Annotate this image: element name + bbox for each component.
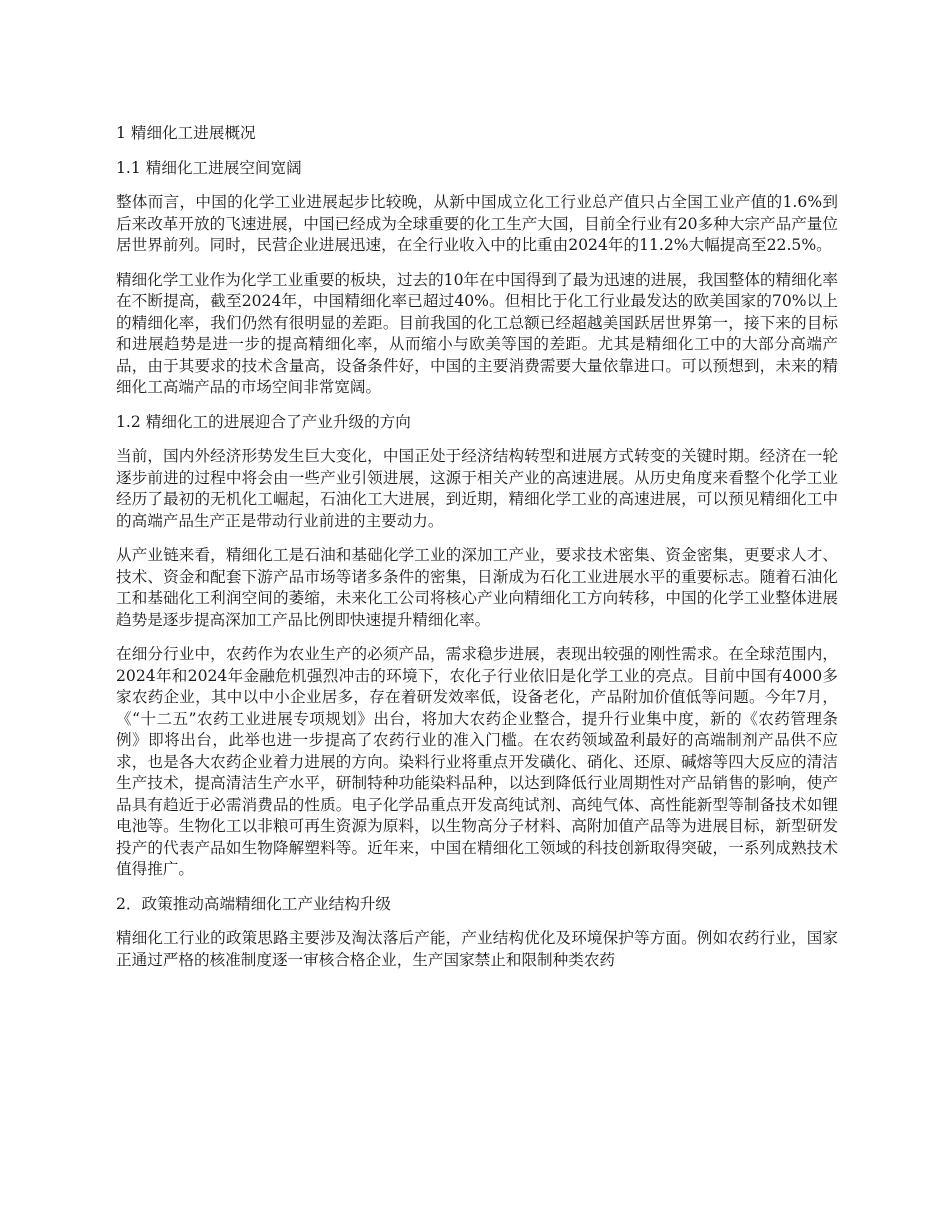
paragraph: 从产业链来看，精细化工是石油和基础化学工业的深加工产业，要求技术密集、资金密集，更要求人才、技术、资金和配套下游产品市场等诸多条件的密集，日渐成为石化工业进展水平的重要标志。随着石油化工和基础化工利润空间的萎缩，未来化工公司将核心产业向精细化工方向转移，中国的化学工业整体进展趋势是逐步提高深加工产品比例即快速提升精细化率。: [116, 546, 838, 629]
section-heading: 1 精细化工进展概况: [116, 124, 256, 142]
subsection-heading: 1.2 精细化工的进展迎合了产业升级的方向: [116, 412, 411, 431]
subsection-heading: 1.1 精细化工进展空间宽阔: [116, 158, 302, 177]
paragraph: 精细化工行业的政策思路主要涉及淘汰落后产能，产业结构优化及环境保护等方面。例如农药行业，国家正通过严格的核准制度逐一审核合格企业，生产国家禁止和限制种类农药: [116, 929, 838, 969]
paragraph: 在细分行业中，农药作为农业生产的必须产品，需求稳步进展，表现出较强的刚性需求。在全球范围内，2024年和2024年金融危机强烈冲击的环境下，农化子行业依旧是化学工业的亮点。目前中国有4000多家农药企业，其中以中小企业居多，存在着研发效率低，设备老化，产品附加价值低等问题。今年7月，《“十二五”农药工业进展专项规划》出台，将加大农药企业整合，提升行业集中度，新的《农药管理条例》即将出台，此举也进一步提高了农药行业的准入门槛。在农药领域盈利最好的高端制剂产品供不应求，也是各大农药企业着力进展的方向。染料行业将重点开发磺化、硝化、还原、碱熔等四大反应的清洁生产技术，提高清洁生产水平，研制特种功能染料品种，以达到降低行业周期性对产品销售的影响，使产品具有趋近于必需消费品的性质。电子化学品重点开发高纯试剂、高纯气体、高性能新型等制备技术如锂电池等。生物化工以非粮可再生资源为原料，以生物高分子材料、高附加值产品等为进展目标，新型研发投产的代表产品如生物降解塑料等。近年来，中国在精细化工领域的科技创新取得突破，一系列成熟技术值得推广。: [116, 645, 838, 878]
paragraph: 整体而言，中国的化学工业进展起步比较晚，从新中国成立化工行业总产值只占全国工业产值的1.6%到后来改革开放的飞速进展，中国已经成为全球重要的化工生产大国，目前全行业有20多种大宗产品产量位居世界前列。同时，民营企业进展迅速，在全行业收入中的比重由2024年的11.2%大幅提高至22.5%。: [116, 193, 838, 254]
paragraph: 当前，国内外经济形势发生巨大变化，中国正处于经济结构转型和进展方式转变的关键时期。经济在一轮逐步前进的过程中将会由一些产业引领进展，这源于相关产业的高速进展。从历史角度来看整个化学工业经历了最初的无机化工崛起，石油化工大进展，到近期，精细化学工业的高速进展，可以预见精细化工中的高端产品生产正是带动行业前进的主要动力。: [116, 447, 838, 530]
paragraph: 精细化学工业作为化学工业重要的板块，过去的10年在中国得到了最为迅速的进展，我国整体的精细化率在不断提高，截至2024年，中国精细化率已超过40%。但相比于化工行业最发达的欧美国家的70%以上的精细化率，我们仍然有很明显的差距。目前我国的化工总额已经超越美国跃居世界第一，接下来的目标和进展趋势是进一步的提高精细化率，从而缩小与欧美等国的差距。尤其是精细化工中的大部分高端产品，由于其要求的技术含量高，设备条件好，中国的主要消费需要大量依靠进口。可以预想到，未来的精细化工高端产品的市场空间非常宽阔。: [116, 270, 838, 396]
document-body: [116, 123, 838, 984]
section-heading: 2．政策推动高端精细化工产业结构升级: [116, 894, 392, 913]
